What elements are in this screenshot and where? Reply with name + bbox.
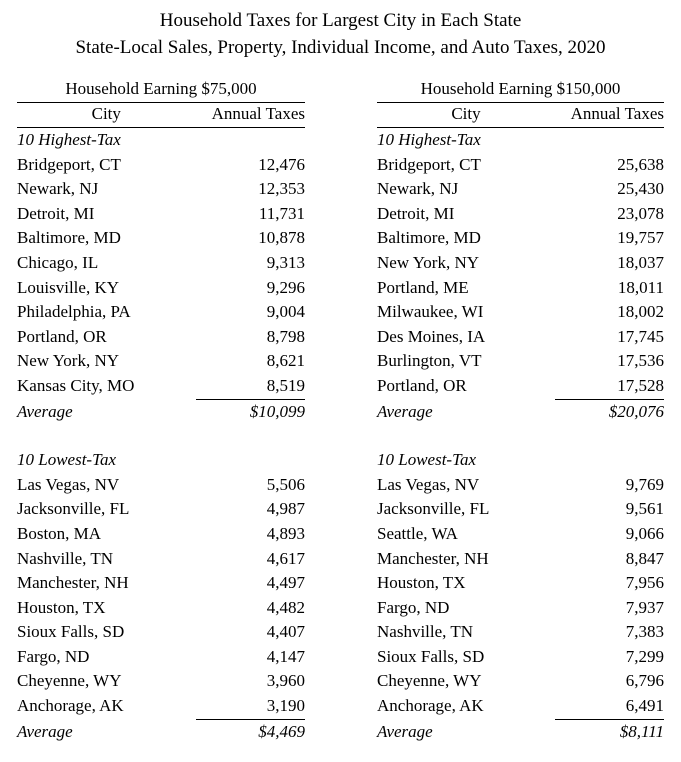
cell-annual-taxes: 9,004 bbox=[266, 302, 305, 322]
cell-city: Des Moines, IA bbox=[377, 326, 486, 346]
cell-city: Boston, MA bbox=[17, 523, 102, 543]
table-heading-150k: Household Earning $150,000 bbox=[377, 78, 664, 103]
cell-annual-taxes: 4,617 bbox=[266, 548, 305, 568]
table-row bbox=[377, 620, 664, 645]
section-spacer-cell bbox=[377, 424, 664, 448]
column-header-annual-taxes: Annual Taxes bbox=[196, 103, 305, 128]
tables-container bbox=[0, 78, 681, 744]
cell-annual-taxes: 10,878 bbox=[258, 228, 305, 248]
cell-city: New York, NY bbox=[377, 252, 480, 272]
table-row bbox=[377, 153, 664, 178]
table-row bbox=[17, 153, 305, 178]
average-label: Average bbox=[377, 401, 433, 421]
cell-city: Detroit, MI bbox=[377, 203, 455, 223]
table-row bbox=[17, 522, 305, 547]
cell-annual-taxes: 12,476 bbox=[258, 154, 305, 174]
table-row bbox=[17, 473, 305, 498]
cell-city: Portland, OR bbox=[377, 375, 467, 395]
cell-city: Baltimore, MD bbox=[377, 228, 481, 248]
table-row bbox=[17, 325, 305, 350]
tax-table-150k bbox=[377, 103, 664, 744]
cell-annual-taxes: 9,561 bbox=[625, 499, 664, 519]
section-label-lowest bbox=[377, 448, 664, 473]
cell-city: Sioux Falls, SD bbox=[377, 646, 485, 666]
cell-annual-taxes: 23,078 bbox=[617, 203, 664, 223]
cell-annual-taxes: 9,296 bbox=[266, 277, 305, 297]
column-header-annual-taxes: Annual Taxes bbox=[555, 103, 664, 128]
cell-city: Jacksonville, FL bbox=[17, 499, 130, 519]
cell-annual-taxes: 3,190 bbox=[266, 696, 305, 716]
table-row bbox=[17, 226, 305, 251]
section-label-highest bbox=[17, 128, 305, 153]
table-block-75k bbox=[0, 78, 340, 744]
table-row bbox=[377, 374, 664, 399]
section-label-spacer bbox=[196, 128, 305, 153]
cell-city: Anchorage, AK bbox=[377, 696, 484, 716]
cell-annual-taxes: 8,798 bbox=[266, 326, 305, 346]
tax-table-75k bbox=[17, 103, 305, 744]
table-row bbox=[377, 276, 664, 301]
average-value: $4,469 bbox=[196, 719, 305, 744]
cell-annual-taxes: 7,937 bbox=[625, 597, 664, 617]
cell-city: Newark, NJ bbox=[377, 179, 459, 199]
cell-city: Chicago, IL bbox=[17, 252, 99, 272]
table-row bbox=[377, 349, 664, 374]
cell-city: Newark, NJ bbox=[17, 179, 99, 199]
cell-city: Jacksonville, FL bbox=[377, 499, 490, 519]
cell-city: Cheyenne, WY bbox=[17, 671, 122, 691]
cell-city: Kansas City, MO bbox=[17, 375, 135, 395]
average-value: $8,111 bbox=[555, 719, 664, 744]
cell-annual-taxes: 12,353 bbox=[258, 179, 305, 199]
cell-annual-taxes: 19,757 bbox=[617, 228, 664, 248]
cell-city: Manchester, NH bbox=[377, 548, 489, 568]
cell-city: Las Vegas, NV bbox=[17, 474, 120, 494]
cell-city: Seattle, WA bbox=[377, 523, 458, 543]
section-label: 10 Lowest-Tax bbox=[17, 450, 117, 470]
table-header-row bbox=[17, 103, 305, 128]
cell-annual-taxes: 25,638 bbox=[617, 154, 664, 174]
cell-city: Portland, ME bbox=[377, 277, 469, 297]
cell-city: Fargo, ND bbox=[377, 597, 450, 617]
section-spacer-cell bbox=[17, 424, 305, 448]
average-label: Average bbox=[17, 401, 73, 421]
average-row-lowest bbox=[377, 719, 664, 744]
table-row bbox=[377, 177, 664, 202]
average-row-highest bbox=[377, 399, 664, 424]
cell-annual-taxes: 4,893 bbox=[266, 523, 305, 543]
cell-annual-taxes: 9,066 bbox=[625, 523, 664, 543]
table-row bbox=[377, 251, 664, 276]
cell-annual-taxes: 4,407 bbox=[266, 622, 305, 642]
cell-annual-taxes: 8,621 bbox=[266, 351, 305, 371]
cell-city: Sioux Falls, SD bbox=[17, 622, 125, 642]
cell-annual-taxes: 18,037 bbox=[617, 252, 664, 272]
table-row bbox=[17, 669, 305, 694]
page-title bbox=[0, 0, 681, 61]
table-row bbox=[17, 620, 305, 645]
table-row bbox=[17, 645, 305, 670]
column-header-city: City bbox=[17, 103, 196, 128]
table-row bbox=[377, 669, 664, 694]
cell-city: Manchester, NH bbox=[17, 573, 129, 593]
cell-annual-taxes: 8,519 bbox=[266, 375, 305, 395]
cell-annual-taxes: 18,011 bbox=[617, 277, 664, 297]
cell-annual-taxes: 9,313 bbox=[266, 252, 305, 272]
cell-city: Milwaukee, WI bbox=[377, 302, 484, 322]
average-value: $10,099 bbox=[196, 399, 305, 424]
table-row bbox=[17, 349, 305, 374]
table-row bbox=[377, 226, 664, 251]
table-row bbox=[17, 547, 305, 572]
cell-city: Houston, TX bbox=[377, 573, 466, 593]
table-row bbox=[377, 473, 664, 498]
table-row bbox=[377, 300, 664, 325]
average-row-highest bbox=[17, 399, 305, 424]
cell-city: Bridgeport, CT bbox=[377, 154, 481, 174]
table-row bbox=[17, 694, 305, 719]
cell-annual-taxes: 7,383 bbox=[625, 622, 664, 642]
cell-annual-taxes: 17,536 bbox=[617, 351, 664, 371]
section-label: 10 Highest-Tax bbox=[17, 130, 121, 149]
cell-city: Fargo, ND bbox=[17, 646, 90, 666]
table-row bbox=[17, 374, 305, 399]
cell-city: Philadelphia, PA bbox=[17, 302, 131, 322]
cell-annual-taxes: 18,002 bbox=[617, 302, 664, 322]
cell-city: Cheyenne, WY bbox=[377, 671, 482, 691]
cell-city: Bridgeport, CT bbox=[17, 154, 121, 174]
cell-city: Baltimore, MD bbox=[17, 228, 121, 248]
section-spacer bbox=[377, 424, 664, 448]
table-header-row bbox=[377, 103, 664, 128]
cell-annual-taxes: 25,430 bbox=[617, 179, 664, 199]
cell-city: New York, NY bbox=[17, 351, 120, 371]
table-row bbox=[377, 202, 664, 227]
cell-annual-taxes: 3,960 bbox=[266, 671, 305, 691]
table-row bbox=[17, 300, 305, 325]
table-row bbox=[377, 522, 664, 547]
cell-annual-taxes: 7,299 bbox=[625, 646, 664, 666]
table-row bbox=[17, 571, 305, 596]
cell-city: Anchorage, AK bbox=[17, 696, 124, 716]
cell-annual-taxes: 4,482 bbox=[266, 597, 305, 617]
table-row bbox=[377, 325, 664, 350]
table-row bbox=[17, 177, 305, 202]
table-row bbox=[377, 571, 664, 596]
section-label: 10 Lowest-Tax bbox=[377, 450, 477, 470]
average-row-lowest bbox=[17, 719, 305, 744]
average-value: $20,076 bbox=[555, 399, 664, 424]
table-block-150k bbox=[340, 78, 680, 744]
cell-annual-taxes: 4,497 bbox=[266, 573, 305, 593]
table-row bbox=[17, 497, 305, 522]
title-line-1: Household Taxes for Largest City in Each State bbox=[159, 10, 522, 31]
cell-city: Las Vegas, NV bbox=[377, 474, 480, 494]
section-label-lowest bbox=[17, 448, 305, 473]
cell-city: Louisville, KY bbox=[17, 277, 119, 297]
table-row bbox=[377, 694, 664, 719]
average-label: Average bbox=[17, 721, 73, 741]
cell-annual-taxes: 11,731 bbox=[258, 203, 305, 223]
cell-annual-taxes: 4,987 bbox=[266, 499, 305, 519]
section-label-highest bbox=[377, 128, 664, 153]
cell-city: Burlington, VT bbox=[377, 351, 482, 371]
cell-annual-taxes: 5,506 bbox=[266, 474, 305, 494]
cell-annual-taxes: 6,491 bbox=[625, 696, 664, 716]
table-row bbox=[377, 547, 664, 572]
cell-annual-taxes: 6,796 bbox=[625, 671, 664, 691]
table-row bbox=[377, 645, 664, 670]
section-label-spacer bbox=[196, 448, 305, 473]
cell-annual-taxes: 17,745 bbox=[617, 326, 664, 346]
table-body-150k bbox=[377, 128, 664, 745]
cell-annual-taxes: 4,147 bbox=[266, 646, 305, 666]
table-row bbox=[17, 276, 305, 301]
cell-city: Houston, TX bbox=[17, 597, 106, 617]
cell-city: Detroit, MI bbox=[17, 203, 95, 223]
table-row bbox=[17, 251, 305, 276]
section-label-spacer bbox=[555, 448, 664, 473]
title-line-2: State-Local Sales, Property, Individual Income, and Auto Taxes, 2020 bbox=[75, 37, 606, 58]
section-label: 10 Highest-Tax bbox=[377, 130, 481, 149]
cell-annual-taxes: 8,847 bbox=[625, 548, 664, 568]
table-heading-75k: Household Earning $75,000 bbox=[17, 78, 305, 103]
cell-city: Nashville, TN bbox=[377, 622, 474, 642]
table-row bbox=[17, 202, 305, 227]
average-label: Average bbox=[377, 721, 433, 741]
table-body-75k bbox=[17, 128, 305, 745]
table-row bbox=[377, 497, 664, 522]
section-spacer bbox=[17, 424, 305, 448]
cell-annual-taxes: 17,528 bbox=[617, 375, 664, 395]
cell-annual-taxes: 7,956 bbox=[625, 573, 664, 593]
cell-annual-taxes: 9,769 bbox=[625, 474, 664, 494]
table-row bbox=[17, 596, 305, 621]
section-label-spacer bbox=[555, 128, 664, 153]
column-header-city: City bbox=[377, 103, 555, 128]
cell-city: Nashville, TN bbox=[17, 548, 114, 568]
table-row bbox=[377, 596, 664, 621]
cell-city: Portland, OR bbox=[17, 326, 107, 346]
